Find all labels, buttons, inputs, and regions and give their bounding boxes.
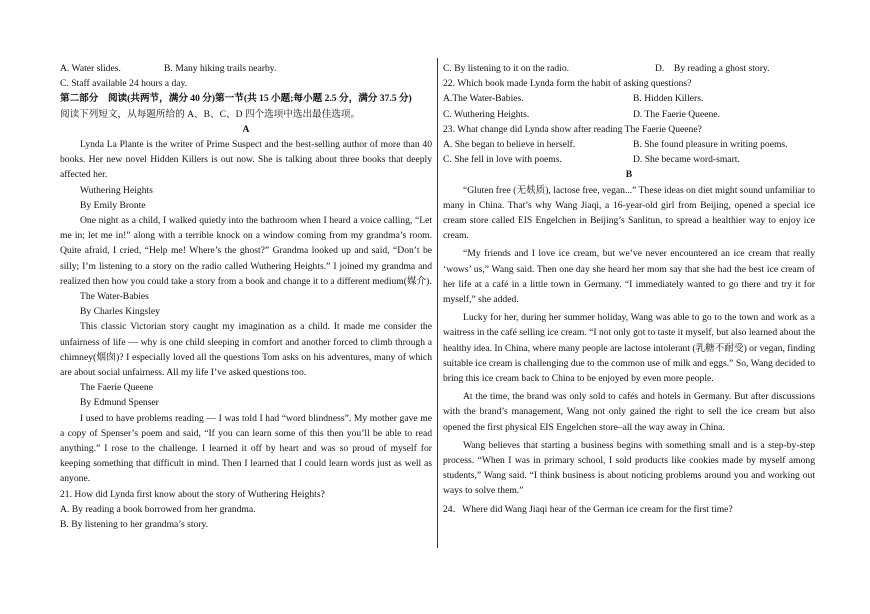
question-23-option-a: A. She began to believe in herself.	[443, 138, 576, 150]
passage-b-paragraph-1: “Gluten free (无麸质), lactose free, vegan...” These ideas on diet might sound unfamiliar to many in China. That’s why Wang Jiaqi, a 16-year-old girl from Beijing, opened a special ice cream store called EIS Engelchen in Beijing’s Sanlitun, to spread a healthier way to enjoy ice cream.	[443, 184, 815, 242]
question-21-option-b: B. By listening to her grandma’s story.	[60, 518, 209, 530]
intro-paragraph: Lynda La Plante is the writer of Prime Suspect and the best-selling author of more than 40 books. Her new novel Hidden Killers is out now. She is talking about three books that deeply affected her.	[60, 138, 432, 181]
question-22-ab-row	[443, 91, 815, 106]
question-23-option-d: D. She became word-smart.	[633, 154, 740, 166]
instructions: 阅读下列短文，从每题所给的 A、B、C、D 四个选项中选出最佳选项。	[60, 108, 361, 120]
book1-paragraph: One night as a child, I walked quietly into the bathroom when I heard a voice calling, “Let me in; let me in!” along with a terrible knock on a window coming from my grandma’s room. Quite afraid, I cried, “Help me! Where’s the ghost?” Grandma looked up and said, “Don’t be silly; I’m listening to a story on the radio called Wuthering Heights.” I joined my grandma and realized then how you could take a story from a book and change it to a different medium(媒介).	[60, 214, 432, 287]
book2-paragraph: This classic Victorian story caught my imagination as a child. It made me consider the unfairness of life — why is one child sleeping in comfort and another forced to climb through a chimney(烟囱)? I especially loved all the questions Tom asks on his adventures, many of which are about social unfairness. All my life I’ve asked questions too.	[60, 321, 432, 378]
passage-b-paragraph-4: At the time, the brand was only sold to cafés and hotels in Germany. But after discussions with the brand’s management, Wang not only gained the right to sell the ice cream but also opened the first physical EIS Engelchen store–all the way away in China.	[443, 391, 815, 433]
question-21-cd-row	[443, 61, 815, 76]
passage-a-label: A	[242, 123, 250, 135]
question-22: 22. Which book made Lynda form the habit of asking questions?	[443, 78, 692, 90]
option-a: A. Water slides.	[60, 63, 121, 74]
book2-author: By Charles Kingsley	[80, 306, 160, 318]
column-divider	[437, 58, 438, 548]
option-b: B. Many hiking trails nearby.	[164, 63, 277, 74]
passage-b-paragraph-3: Lucky for her, during her summer holiday, Wang was able to go to the town and work as a waitress in the café selling ice cream. “I not only got to taste it myself, but also learned about the healthy idea. In China, where many people are lactose intolerant (乳糖不耐受) or vegan, finding suitable ice cream is challenging due to the common use of milk and eggs.” So, Wang decided to bring this ice cream back to China to be enjoyed by even more people.	[443, 312, 815, 384]
book3-author: By Edmund Spenser	[80, 397, 159, 409]
answer-options-row	[60, 61, 432, 76]
question-23: 23. What change did Lynda show after reading The Faerie Queene?	[443, 123, 702, 135]
book2-title: The Water-Babies	[80, 290, 149, 302]
question-22-option-a: A.The Water-Babies.	[443, 93, 524, 105]
question-22-option-c: C. Wuthering Heights.	[443, 108, 530, 120]
left-column	[60, 61, 432, 532]
book3-title: The Faerie Queene	[80, 382, 153, 394]
question-24: 24．Where did Wang Jiaqi hear of the German ice cream for the first time?	[443, 503, 733, 515]
question-22-option-b: B. Hidden Killers.	[633, 93, 704, 105]
book1-author: By Emily Bronte	[80, 199, 146, 211]
question-23-cd-row	[443, 152, 815, 167]
right-column	[443, 61, 815, 517]
passage-b-paragraph-2: “My friends and I love ice cream, but we’ve never encountered an ice cream that really ‘wows’ us,” Wang said. Then one day she heard her mom say that she had the best ice cream of her life at a café in a little town in Germany. “I immediately wanted to go there and try it for myself,” she added.	[443, 248, 815, 305]
question-22-option-d: D. The Faerie Queene.	[633, 108, 720, 120]
book1-title: Wuthering Heights	[80, 184, 153, 196]
question-22-cd-row	[443, 107, 815, 122]
question-23-option-c: C. She fell in love with poems.	[443, 154, 562, 166]
question-21-option-a: A. By reading a book borrowed from her grandma.	[60, 503, 256, 515]
question-21-option-c: C. By listening to it on the radio.	[443, 63, 570, 74]
passage-b-paragraph-5: Wang believes that starting a business begins with something small and is a step-by-step process. “When I was in primary school, I sold products like cookies made by myself among students,” Wang said. “I think business is about noticing problems around you and working out ways to solve them.”	[443, 439, 815, 497]
book3-paragraph: I used to have problems reading — I was told I had “word blindness”. My mother gave me a copy of Spenser’s poem and said, “If you can learn some of this then you’ll be able to read anything.” I rose to the challenge. I learned it off by heart and was so proud of myself for keeping something that difficult in mind. Then I learned that I could learn words just as well as anyone.	[60, 412, 432, 485]
passage-b-label: B	[625, 169, 633, 181]
question-21: 21. How did Lynda first know about the story of Wuthering Heights?	[60, 488, 325, 500]
option-c: C. Staff available 24 hours a day.	[60, 78, 188, 90]
question-23-ab-row	[443, 137, 815, 152]
section-heading: 第二部分 阅读(共两节，满分 40 分)第一节(共 15 小题;每小题 2.5 分，满分 37.5 分)	[60, 93, 412, 105]
question-21-option-d: D. By reading a ghost story.	[655, 63, 770, 74]
question-23-option-b: B. She found pleasure in writing poems.	[633, 138, 788, 150]
